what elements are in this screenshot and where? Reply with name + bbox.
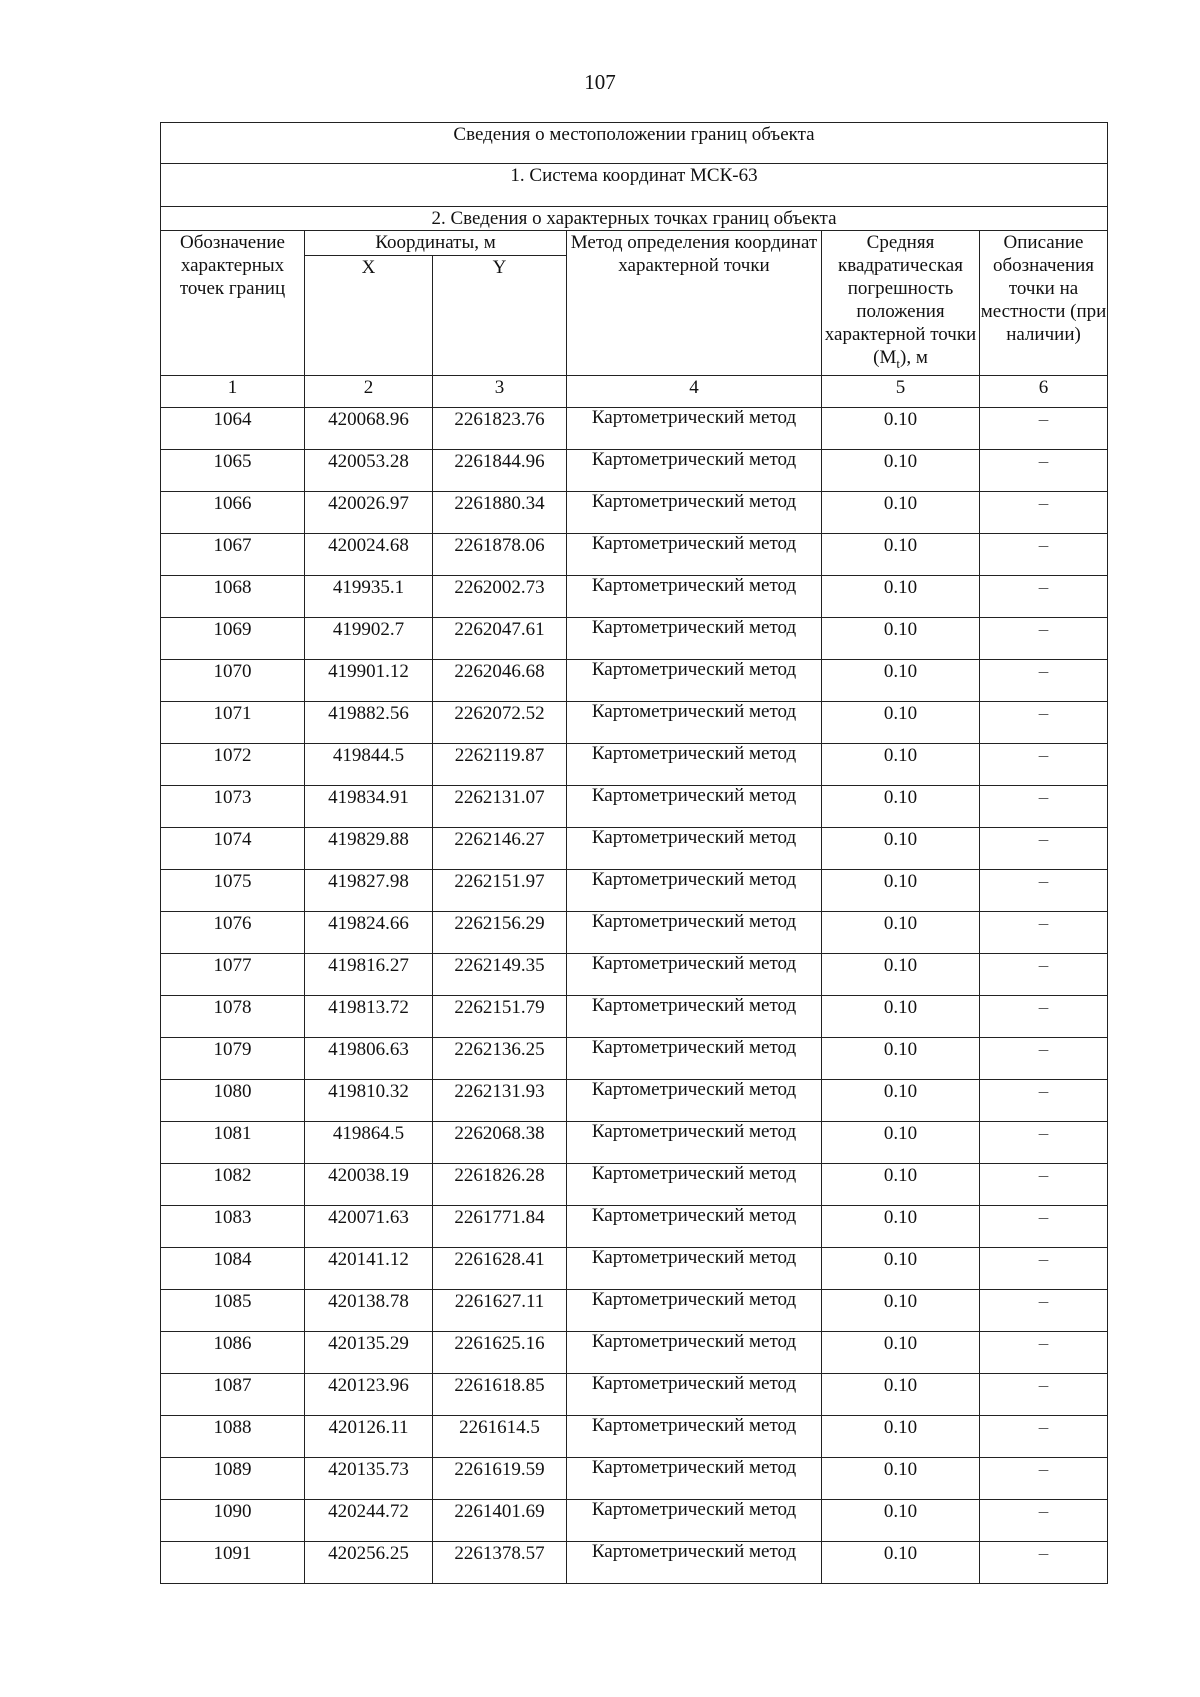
cell-method: Картометрический метод bbox=[567, 449, 822, 491]
table-row bbox=[161, 701, 1108, 743]
cell-x: 420138.78 bbox=[305, 1289, 433, 1331]
table-row bbox=[161, 533, 1108, 575]
cell-description: – bbox=[980, 911, 1108, 953]
cell-accuracy: 0.10 bbox=[822, 1079, 980, 1121]
cell-x: 420244.72 bbox=[305, 1499, 433, 1541]
cell-y: 2262131.93 bbox=[433, 1079, 567, 1121]
cell-x: 419829.88 bbox=[305, 827, 433, 869]
cell-method: Картометрический метод bbox=[567, 1079, 822, 1121]
cell-x: 420256.25 bbox=[305, 1541, 433, 1583]
cell-point-id: 1088 bbox=[161, 1415, 305, 1457]
cell-accuracy: 0.10 bbox=[822, 1037, 980, 1079]
cell-point-id: 1072 bbox=[161, 743, 305, 785]
table-title-row bbox=[161, 123, 1108, 164]
cell-description: – bbox=[980, 1541, 1108, 1583]
table-row bbox=[161, 1457, 1108, 1499]
cell-description: – bbox=[980, 953, 1108, 995]
cell-y: 2262151.97 bbox=[433, 869, 567, 911]
cell-y: 2261880.34 bbox=[433, 491, 567, 533]
cell-accuracy: 0.10 bbox=[822, 449, 980, 491]
cell-point-id: 1079 bbox=[161, 1037, 305, 1079]
cell-y: 2261844.96 bbox=[433, 449, 567, 491]
cell-method: Картометрический метод bbox=[567, 617, 822, 659]
cell-point-id: 1083 bbox=[161, 1205, 305, 1247]
cell-method: Картометрический метод bbox=[567, 575, 822, 617]
cell-description: – bbox=[980, 785, 1108, 827]
cell-point-id: 1065 bbox=[161, 449, 305, 491]
cell-point-id: 1090 bbox=[161, 1499, 305, 1541]
cell-method: Картометрический метод bbox=[567, 1415, 822, 1457]
cell-accuracy: 0.10 bbox=[822, 617, 980, 659]
cell-description: – bbox=[980, 1373, 1108, 1415]
cell-x: 420068.96 bbox=[305, 407, 433, 449]
header-accuracy-subscript: t bbox=[896, 355, 900, 371]
cell-description: – bbox=[980, 1205, 1108, 1247]
cell-method: Картометрический метод bbox=[567, 1121, 822, 1163]
cell-method: Картометрический метод bbox=[567, 827, 822, 869]
cell-point-id: 1085 bbox=[161, 1289, 305, 1331]
cell-description: – bbox=[980, 533, 1108, 575]
cell-point-id: 1087 bbox=[161, 1373, 305, 1415]
cell-accuracy: 0.10 bbox=[822, 1499, 980, 1541]
cell-method: Картометрический метод bbox=[567, 407, 822, 449]
cell-y: 2262146.27 bbox=[433, 827, 567, 869]
table-row bbox=[161, 1331, 1108, 1373]
table-row bbox=[161, 1499, 1108, 1541]
cell-description: – bbox=[980, 1037, 1108, 1079]
cell-point-id: 1069 bbox=[161, 617, 305, 659]
cell-y: 2261826.28 bbox=[433, 1163, 567, 1205]
cell-accuracy: 0.10 bbox=[822, 1247, 980, 1289]
cell-x: 419834.91 bbox=[305, 785, 433, 827]
table-row bbox=[161, 1079, 1108, 1121]
cell-description: – bbox=[980, 1499, 1108, 1541]
column-number-row bbox=[161, 375, 1108, 407]
header-method: Метод определения координат характерной точки bbox=[567, 231, 822, 376]
cell-point-id: 1080 bbox=[161, 1079, 305, 1121]
cell-method: Картометрический метод bbox=[567, 1205, 822, 1247]
table-row bbox=[161, 1247, 1108, 1289]
cell-accuracy: 0.10 bbox=[822, 1541, 980, 1583]
cell-description: – bbox=[980, 617, 1108, 659]
cell-y: 2261625.16 bbox=[433, 1331, 567, 1373]
table-row bbox=[161, 449, 1108, 491]
cell-x: 420026.97 bbox=[305, 491, 433, 533]
column-number: 4 bbox=[567, 375, 822, 407]
cell-y: 2261771.84 bbox=[433, 1205, 567, 1247]
cell-description: – bbox=[980, 827, 1108, 869]
cell-point-id: 1075 bbox=[161, 869, 305, 911]
cell-description: – bbox=[980, 1079, 1108, 1121]
cell-x: 420038.19 bbox=[305, 1163, 433, 1205]
header-description: Описание обозначения точки на местности (при наличии) bbox=[980, 231, 1108, 376]
cell-point-id: 1064 bbox=[161, 407, 305, 449]
cell-x: 419902.7 bbox=[305, 617, 433, 659]
cell-accuracy: 0.10 bbox=[822, 407, 980, 449]
header-accuracy-text: Средняя квадратическая погрешность положения характерной точки (M bbox=[824, 232, 977, 368]
cell-description: – bbox=[980, 701, 1108, 743]
cell-y: 2261614.5 bbox=[433, 1415, 567, 1457]
cell-point-id: 1084 bbox=[161, 1247, 305, 1289]
cell-accuracy: 0.10 bbox=[822, 1121, 980, 1163]
cell-x: 419810.32 bbox=[305, 1079, 433, 1121]
cell-point-id: 1076 bbox=[161, 911, 305, 953]
cell-point-id: 1067 bbox=[161, 533, 305, 575]
table-row bbox=[161, 995, 1108, 1037]
cell-accuracy: 0.10 bbox=[822, 953, 980, 995]
header-point-designation: Обозначение характерных точек границ bbox=[161, 231, 305, 376]
cell-method: Картометрический метод bbox=[567, 1457, 822, 1499]
cell-y: 2261618.85 bbox=[433, 1373, 567, 1415]
cell-x: 419824.66 bbox=[305, 911, 433, 953]
header-accuracy bbox=[822, 231, 980, 376]
cell-method: Картометрический метод bbox=[567, 659, 822, 701]
cell-y: 2262047.61 bbox=[433, 617, 567, 659]
table-row bbox=[161, 1373, 1108, 1415]
cell-description: – bbox=[980, 743, 1108, 785]
cell-y: 2262068.38 bbox=[433, 1121, 567, 1163]
header-x: X bbox=[305, 255, 433, 375]
cell-method: Картометрический метод bbox=[567, 1289, 822, 1331]
cell-point-id: 1082 bbox=[161, 1163, 305, 1205]
cell-accuracy: 0.10 bbox=[822, 1205, 980, 1247]
cell-description: – bbox=[980, 1331, 1108, 1373]
column-number: 1 bbox=[161, 375, 305, 407]
cell-y: 2261627.11 bbox=[433, 1289, 567, 1331]
cell-x: 419864.5 bbox=[305, 1121, 433, 1163]
cell-y: 2262072.52 bbox=[433, 701, 567, 743]
cell-point-id: 1078 bbox=[161, 995, 305, 1037]
cell-point-id: 1071 bbox=[161, 701, 305, 743]
table-row bbox=[161, 1037, 1108, 1079]
cell-accuracy: 0.10 bbox=[822, 491, 980, 533]
header-y: Y bbox=[433, 255, 567, 375]
cell-description: – bbox=[980, 449, 1108, 491]
cell-description: – bbox=[980, 575, 1108, 617]
cell-y: 2261823.76 bbox=[433, 407, 567, 449]
cell-method: Картометрический метод bbox=[567, 533, 822, 575]
cell-point-id: 1074 bbox=[161, 827, 305, 869]
cell-accuracy: 0.10 bbox=[822, 1415, 980, 1457]
cell-accuracy: 0.10 bbox=[822, 743, 980, 785]
cell-x: 420071.63 bbox=[305, 1205, 433, 1247]
cell-accuracy: 0.10 bbox=[822, 869, 980, 911]
cell-method: Картометрический метод bbox=[567, 995, 822, 1037]
cell-y: 2262119.87 bbox=[433, 743, 567, 785]
cell-description: – bbox=[980, 1415, 1108, 1457]
cell-accuracy: 0.10 bbox=[822, 995, 980, 1037]
cell-x: 419816.27 bbox=[305, 953, 433, 995]
cell-y: 2262046.68 bbox=[433, 659, 567, 701]
cell-accuracy: 0.10 bbox=[822, 911, 980, 953]
cell-accuracy: 0.10 bbox=[822, 1457, 980, 1499]
cell-x: 420135.73 bbox=[305, 1457, 433, 1499]
table-row bbox=[161, 743, 1108, 785]
cell-method: Картометрический метод bbox=[567, 1331, 822, 1373]
cell-description: – bbox=[980, 869, 1108, 911]
cell-y: 2261401.69 bbox=[433, 1499, 567, 1541]
cell-point-id: 1066 bbox=[161, 491, 305, 533]
column-number: 5 bbox=[822, 375, 980, 407]
cell-accuracy: 0.10 bbox=[822, 1331, 980, 1373]
table-row bbox=[161, 1415, 1108, 1457]
cell-point-id: 1077 bbox=[161, 953, 305, 995]
cell-accuracy: 0.10 bbox=[822, 1163, 980, 1205]
cell-y: 2262136.25 bbox=[433, 1037, 567, 1079]
coordinate-system-row bbox=[161, 164, 1108, 207]
table-row bbox=[161, 407, 1108, 449]
table-row bbox=[161, 827, 1108, 869]
boundary-points-table bbox=[160, 122, 1108, 1584]
cell-y: 2261628.41 bbox=[433, 1247, 567, 1289]
table-row bbox=[161, 785, 1108, 827]
cell-accuracy: 0.10 bbox=[822, 827, 980, 869]
cell-x: 420053.28 bbox=[305, 449, 433, 491]
cell-y: 2262131.07 bbox=[433, 785, 567, 827]
cell-point-id: 1091 bbox=[161, 1541, 305, 1583]
cell-point-id: 1068 bbox=[161, 575, 305, 617]
cell-x: 419935.1 bbox=[305, 575, 433, 617]
cell-y: 2262151.79 bbox=[433, 995, 567, 1037]
cell-point-id: 1086 bbox=[161, 1331, 305, 1373]
table-row bbox=[161, 1163, 1108, 1205]
cell-method: Картометрический метод bbox=[567, 869, 822, 911]
header-coordinates: Координаты, м bbox=[305, 231, 567, 256]
cell-method: Картометрический метод bbox=[567, 911, 822, 953]
cell-method: Картометрический метод bbox=[567, 491, 822, 533]
cell-x: 419882.56 bbox=[305, 701, 433, 743]
cell-method: Картометрический метод bbox=[567, 701, 822, 743]
table-row bbox=[161, 1121, 1108, 1163]
cell-x: 419806.63 bbox=[305, 1037, 433, 1079]
cell-description: – bbox=[980, 1457, 1108, 1499]
cell-description: – bbox=[980, 1121, 1108, 1163]
cell-method: Картометрический метод bbox=[567, 1373, 822, 1415]
cell-y: 2261878.06 bbox=[433, 533, 567, 575]
cell-description: – bbox=[980, 1289, 1108, 1331]
cell-y: 2261619.59 bbox=[433, 1457, 567, 1499]
cell-method: Картометрический метод bbox=[567, 1247, 822, 1289]
cell-x: 420123.96 bbox=[305, 1373, 433, 1415]
cell-y: 2261378.57 bbox=[433, 1541, 567, 1583]
cell-accuracy: 0.10 bbox=[822, 575, 980, 617]
cell-description: – bbox=[980, 995, 1108, 1037]
cell-method: Картометрический метод bbox=[567, 1037, 822, 1079]
cell-method: Картометрический метод bbox=[567, 785, 822, 827]
cell-point-id: 1070 bbox=[161, 659, 305, 701]
cell-y: 2262156.29 bbox=[433, 911, 567, 953]
cell-y: 2262149.35 bbox=[433, 953, 567, 995]
cell-x: 420135.29 bbox=[305, 1331, 433, 1373]
column-number: 3 bbox=[433, 375, 567, 407]
cell-x: 419901.12 bbox=[305, 659, 433, 701]
coordinate-system: 1. Система координат МСК-63 bbox=[161, 164, 1108, 207]
cell-description: – bbox=[980, 1163, 1108, 1205]
cell-x: 419813.72 bbox=[305, 995, 433, 1037]
table-row bbox=[161, 617, 1108, 659]
cell-accuracy: 0.10 bbox=[822, 533, 980, 575]
cell-x: 420126.11 bbox=[305, 1415, 433, 1457]
table-row bbox=[161, 1541, 1108, 1583]
cell-method: Картометрический метод bbox=[567, 1541, 822, 1583]
page-number: 107 bbox=[584, 70, 616, 94]
table-row bbox=[161, 911, 1108, 953]
table-title: Сведения о местоположении границ объекта bbox=[161, 123, 1108, 164]
table-row bbox=[161, 869, 1108, 911]
column-number: 6 bbox=[980, 375, 1108, 407]
header-row-1 bbox=[161, 231, 1108, 256]
cell-method: Картометрический метод bbox=[567, 1499, 822, 1541]
cell-accuracy: 0.10 bbox=[822, 701, 980, 743]
cell-x: 419844.5 bbox=[305, 743, 433, 785]
table-row bbox=[161, 1205, 1108, 1247]
cell-point-id: 1073 bbox=[161, 785, 305, 827]
cell-method: Картометрический метод bbox=[567, 1163, 822, 1205]
cell-method: Картометрический метод bbox=[567, 743, 822, 785]
cell-description: – bbox=[980, 491, 1108, 533]
cell-point-id: 1081 bbox=[161, 1121, 305, 1163]
section-row bbox=[161, 207, 1108, 231]
header-accuracy-unit: ), м bbox=[900, 347, 928, 368]
cell-method: Картометрический метод bbox=[567, 953, 822, 995]
cell-description: – bbox=[980, 407, 1108, 449]
cell-accuracy: 0.10 bbox=[822, 1289, 980, 1331]
cell-point-id: 1089 bbox=[161, 1457, 305, 1499]
cell-description: – bbox=[980, 659, 1108, 701]
cell-x: 420141.12 bbox=[305, 1247, 433, 1289]
table-row bbox=[161, 1289, 1108, 1331]
table-row bbox=[161, 575, 1108, 617]
cell-x: 419827.98 bbox=[305, 869, 433, 911]
table-row bbox=[161, 953, 1108, 995]
cell-accuracy: 0.10 bbox=[822, 785, 980, 827]
section-title: 2. Сведения о характерных точках границ объекта bbox=[161, 207, 1108, 231]
cell-y: 2262002.73 bbox=[433, 575, 567, 617]
table-row bbox=[161, 659, 1108, 701]
cell-accuracy: 0.10 bbox=[822, 1373, 980, 1415]
cell-description: – bbox=[980, 1247, 1108, 1289]
cell-x: 420024.68 bbox=[305, 533, 433, 575]
cell-accuracy: 0.10 bbox=[822, 659, 980, 701]
table-row bbox=[161, 491, 1108, 533]
column-number: 2 bbox=[305, 375, 433, 407]
